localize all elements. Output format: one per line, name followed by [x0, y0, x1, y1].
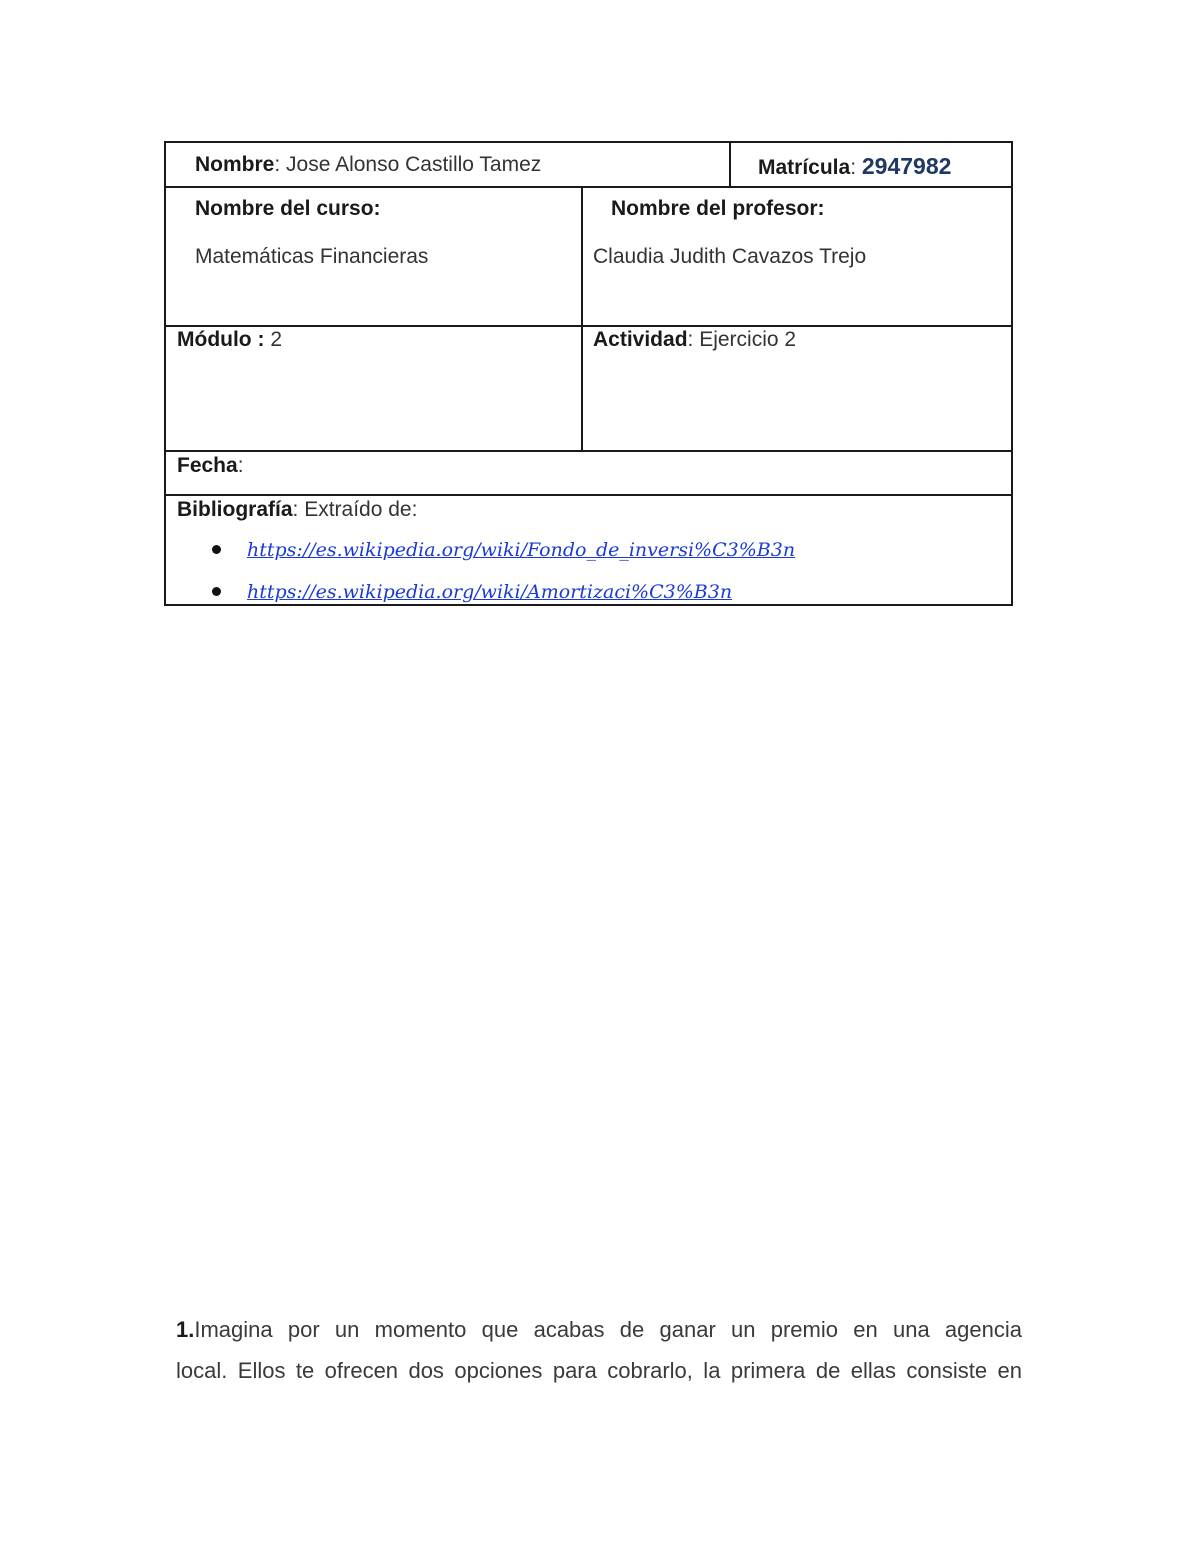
professor-label: Nombre del profesor:	[611, 197, 825, 220]
row-divider	[166, 494, 1011, 496]
professor-value: Claudia Judith Cavazos Trejo	[593, 245, 867, 268]
name-cell: Nombre: Jose Alonso Castillo Tamez	[195, 153, 542, 176]
bibliography-value: Extraído de:	[304, 498, 418, 521]
course-label: Nombre del curso:	[195, 197, 381, 220]
row-divider	[166, 450, 1011, 452]
col-divider	[581, 186, 583, 450]
course-value: Matemáticas Financieras	[195, 245, 429, 268]
bibliography-link-2[interactable]: https://es.wikipedia.org/wiki/Amortizaci%C3%B3n	[247, 581, 733, 603]
module-label: Módulo :	[177, 328, 265, 351]
row-divider	[166, 186, 1011, 188]
name-label: Nombre	[195, 153, 275, 176]
bibliography-cell: Bibliografía: Extraído de:	[177, 498, 418, 521]
bullet-icon	[212, 545, 221, 554]
activity-cell: Actividad: Ejercicio 2	[593, 328, 797, 351]
matricula-value: 2947982	[861, 153, 952, 179]
date-label: Fecha	[177, 454, 238, 477]
question-line-1	[176, 1309, 1022, 1350]
col-divider	[729, 143, 731, 186]
matricula-label: Matrícula	[758, 156, 851, 179]
question-number: 1.	[176, 1317, 195, 1342]
name-value: Jose Alonso Castillo Tamez	[286, 153, 542, 176]
bibliography-label: Bibliografía	[177, 498, 293, 521]
matricula-cell: Matrícula: 2947982	[758, 153, 952, 179]
activity-label: Actividad	[593, 328, 688, 351]
row-divider	[166, 325, 1011, 327]
date-cell: Fecha:	[177, 454, 244, 477]
activity-value: Ejercicio 2	[699, 328, 797, 351]
module-cell	[177, 327, 282, 353]
module-value: 2	[270, 328, 282, 351]
bullet-icon	[212, 587, 221, 596]
question-text-1: Imagina por un momento que acabas de ganar un premio en una agencia	[194, 1317, 1022, 1342]
question-line-2: local. Ellos te ofrecen dos opciones para cobrarlo, la primera de ellas consiste en	[176, 1358, 1022, 1383]
bibliography-link-1[interactable]: https://es.wikipedia.org/wiki/Fondo_de_inversi%C3%B3n	[247, 539, 796, 561]
